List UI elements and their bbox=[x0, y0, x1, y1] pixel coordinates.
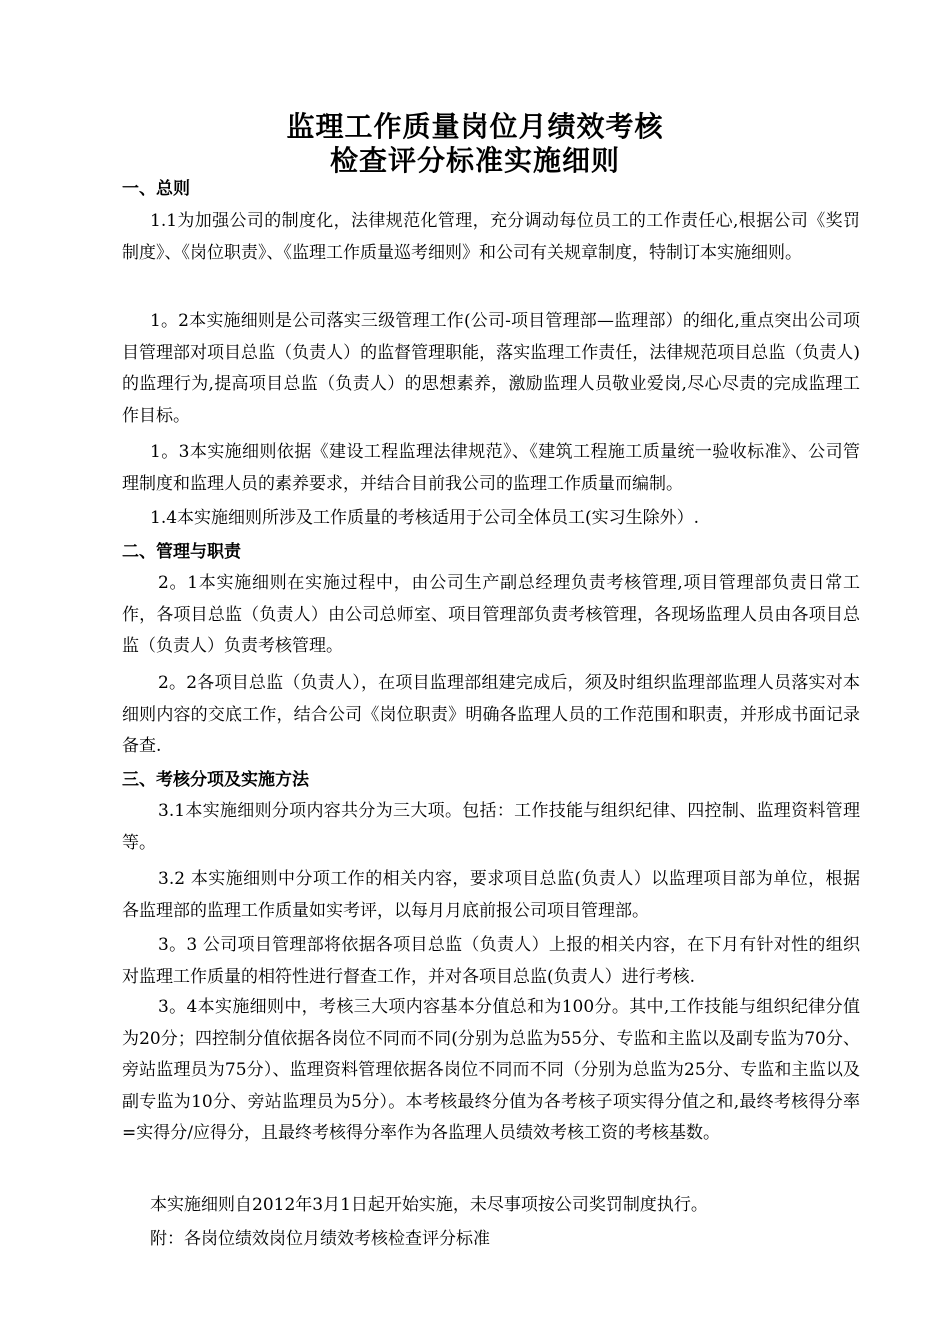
document-title-line1: 监理工作质量岗位月绩效考核 bbox=[286, 110, 664, 143]
section-heading-general: 一、总则 bbox=[122, 179, 190, 199]
paragraph-1-2: 1。2本实施细则是公司落实三级管理工作(公司-项目管理部—监理部）的细化,重点突出公司项目管理部对项目总监（负责人）的监督管理职能，落实监理工作责任，法律规范项目总监（负责人)的监理行为,提高项目总监（负责人）的思想素养，激励监理人员敬业爱岗,尽心尽责的完成监理工作目标。 bbox=[122, 311, 860, 426]
paragraph-3-1: 3.1本实施细则分项内容共分为三大项。包括：工作技能与组织纪律、四控制、监理资料管理等。 bbox=[122, 801, 860, 853]
section-heading-management: 二、管理与职责 bbox=[122, 542, 241, 562]
paragraph-2-1: 2。1本实施细则在实施过程中，由公司生产副总经理负责考核管理,项目管理部负责日常工作，各项目总监（负责人）由公司总师室、项目管理部负责考核管理，各现场监理人员由各项目总监（负责人）负责考核管理。 bbox=[122, 573, 860, 656]
paragraph-3-4: 3。4本实施细则中，考核三大项内容基本分值总和为100分。其中,工作技能与组织纪律分值为20分；四控制分值依据各岗位不同而不同(分别为总监为55分、专监和主监以及副专监为70分、旁站监理员为75分）、监理资料管理依据各岗位不同而不同（分别为总监为25分、专监和主监以及副专监为10分、旁站监理员为5分）。本考核最终分值为各考核子项实得分值之和,最终考核得分率=实得分/应得分，且最终考核得分率作为各监理人员绩效考核工资的考核基数。 bbox=[122, 997, 860, 1143]
document-title-line2: 检查评分标准实施细则 bbox=[329, 144, 620, 177]
paragraph-2-2: 2。2各项目总监（负责人），在项目监理部组建完成后，须及时组织监理部监理人员落实对本细则内容的交底工作，结合公司《岗位职责》明确各监理人员的工作范围和职责，并形成书面记录备查. bbox=[122, 673, 860, 756]
closing-statement: 本实施细则自2012年3月1日起开始实施，未尽事项按公司奖罚制度执行。 bbox=[150, 1195, 708, 1215]
paragraph-1-1: 1.1为加强公司的制度化，法律规范化管理，充分调动每位员工的工作责任心,根据公司《奖罚制度》、《岗位职责》、《监理工作质量巡考细则》和公司有关规章制度，特制订本实施细则。 bbox=[122, 211, 860, 263]
paragraph-1-4: 1.4本实施细则所涉及工作质量的考核适用于公司全体员工(实习生除外）. bbox=[150, 508, 700, 528]
appendix-note: 附：各岗位绩效岗位月绩效考核检查评分标准 bbox=[150, 1229, 490, 1249]
paragraph-1-3: 1。3本实施细则依据《建设工程监理法律规范》、《建筑工程施工质量统一验收标准》、公司管理制度和监理人员的素养要求，并结合目前我公司的监理工作质量而编制。 bbox=[122, 442, 860, 494]
section-heading-assessment: 三、考核分项及实施方法 bbox=[122, 770, 309, 790]
paragraph-3-2: 3.2 本实施细则中分项工作的相关内容，要求项目总监(负责人）以监理项目部为单位，根据各监理部的监理工作质量如实考评，以每月月底前报公司项目管理部。 bbox=[122, 869, 860, 921]
paragraph-3-3: 3。3 公司项目管理部将依据各项目总监（负责人）上报的相关内容，在下月有针对性的组织对监理工作质量的相符性进行督查工作，并对各项目总监(负责人）进行考核. bbox=[122, 935, 860, 987]
